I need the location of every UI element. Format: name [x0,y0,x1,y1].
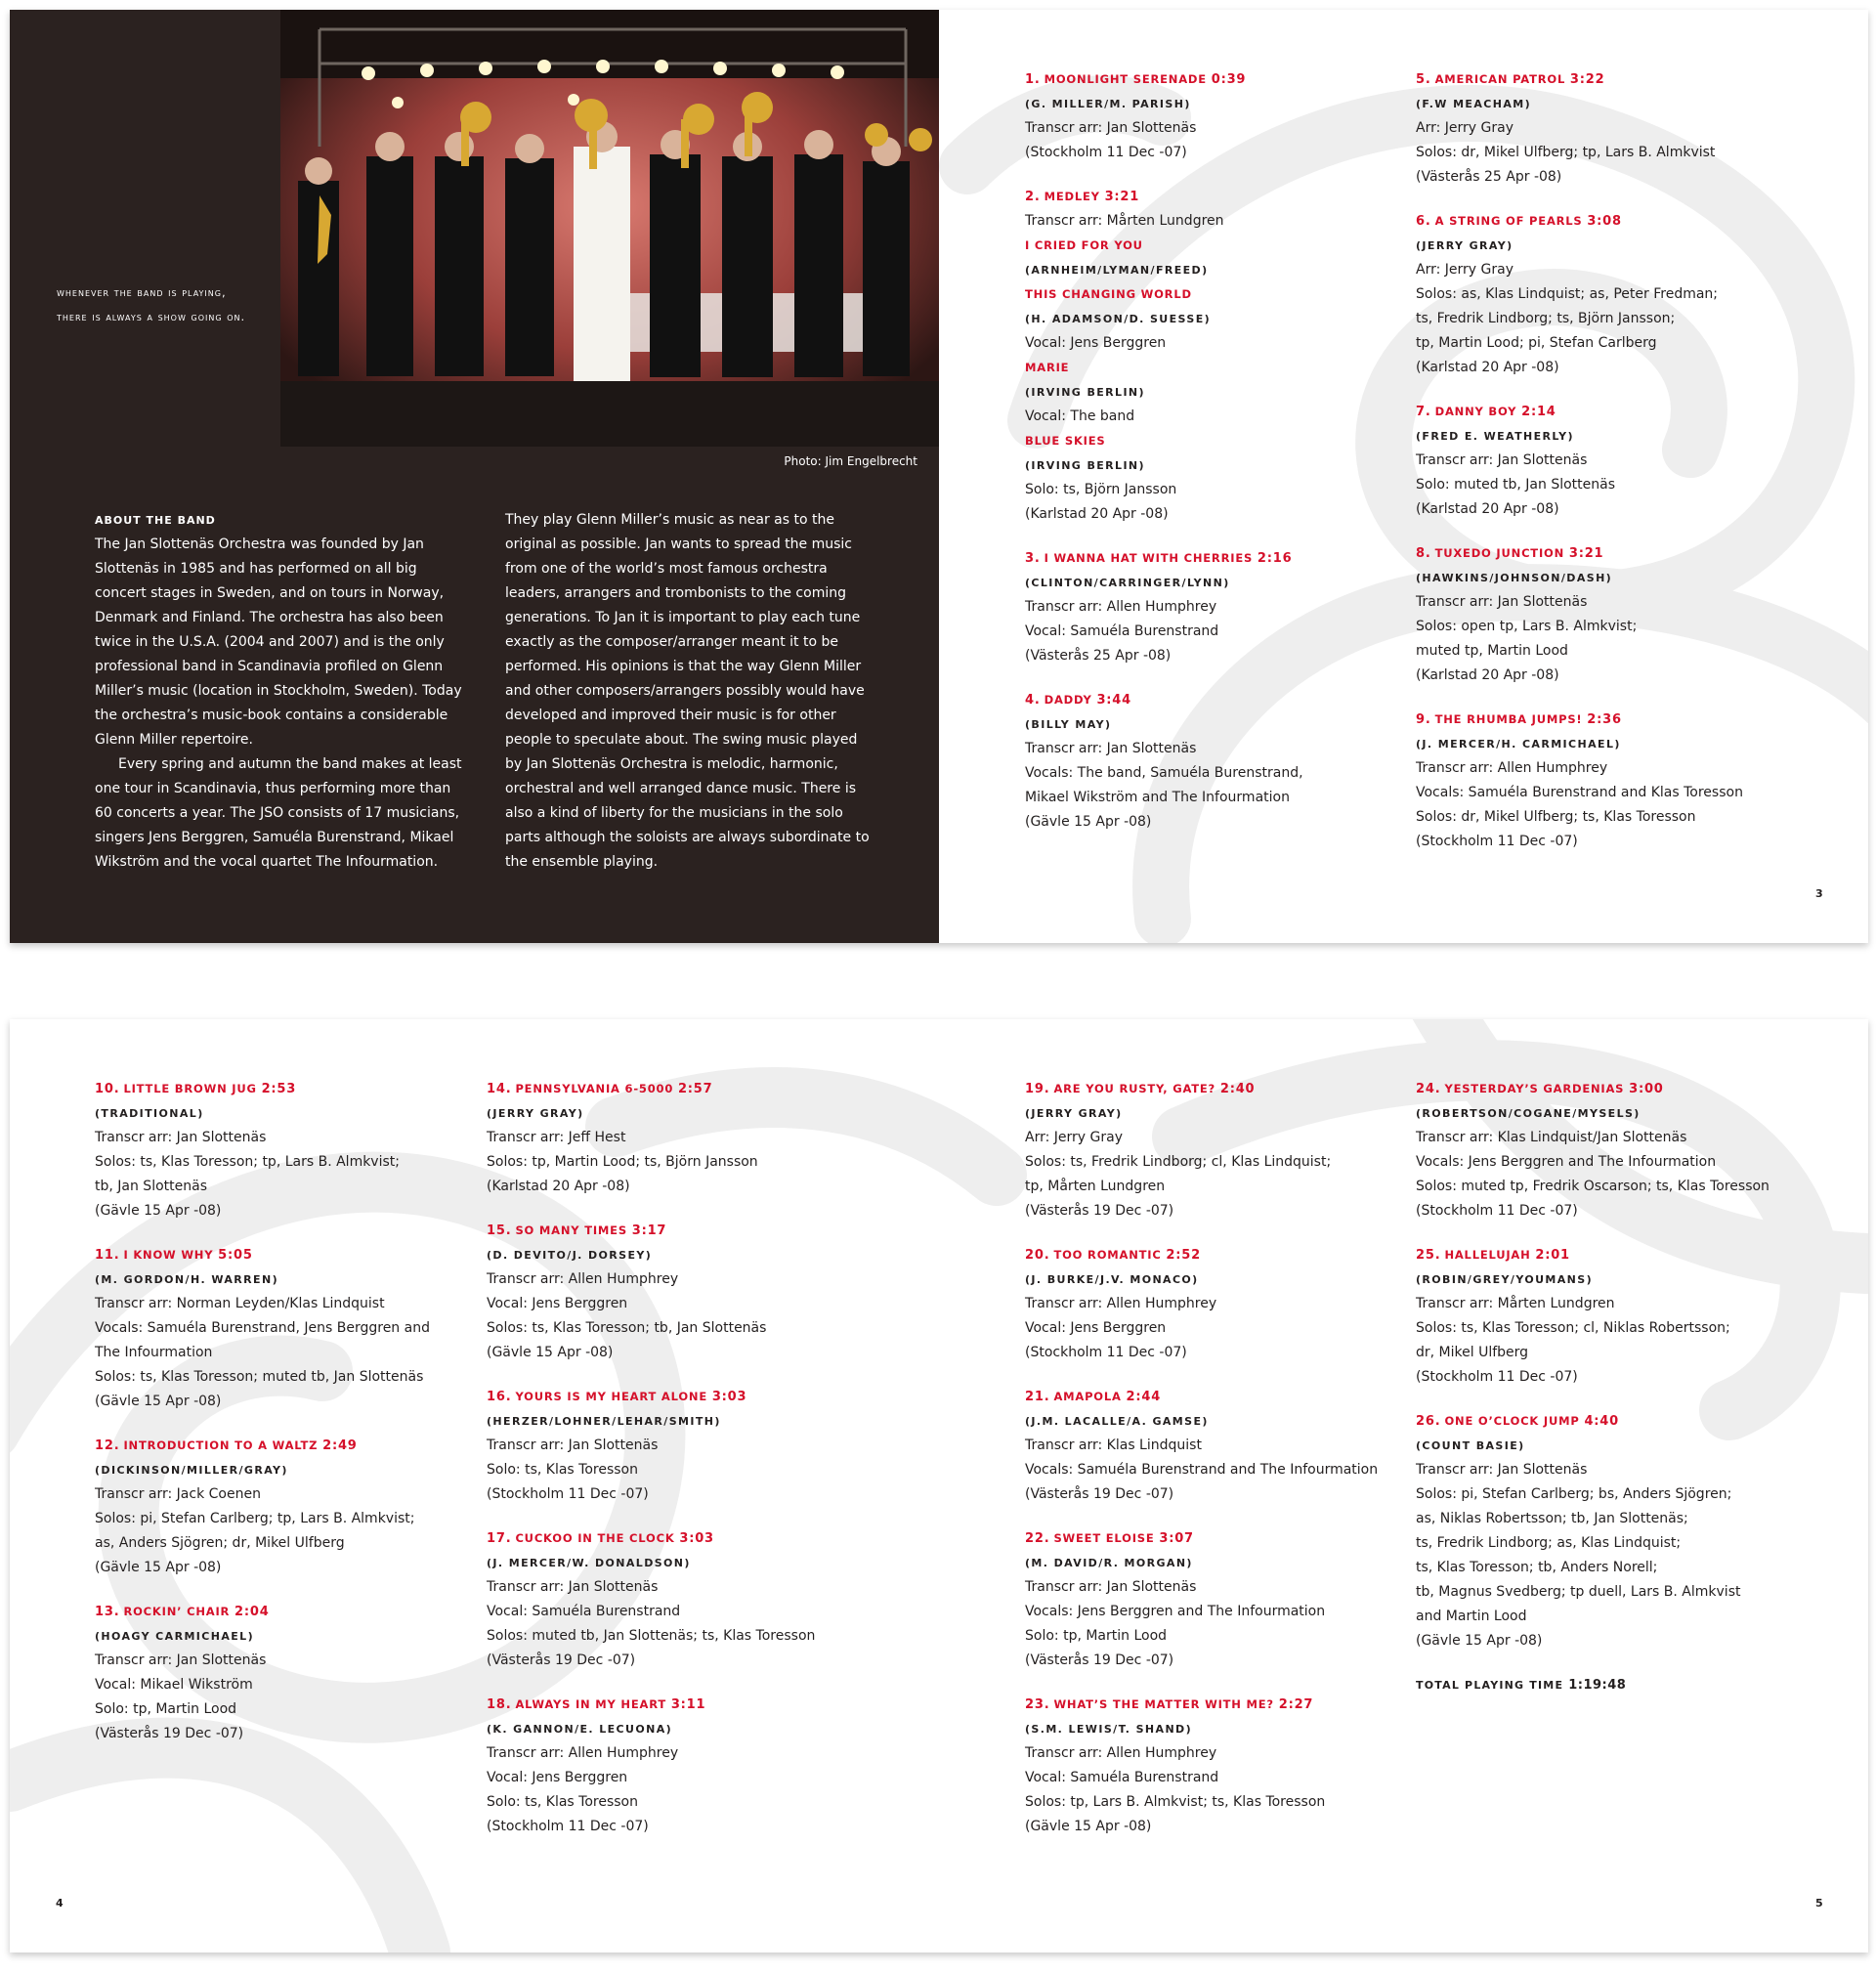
track-name: YESTERDAY’S GARDENIAS [1444,1082,1625,1095]
track-composer: (FRED E. WEATHERLY) [1416,430,1574,443]
page-number-3: 3 [1815,887,1823,900]
track-title [95,1243,456,1267]
medley-part-credit: Vocal: The band [1025,408,1135,424]
track-number: 5. [1416,72,1431,87]
track-entry [1025,1243,1386,1365]
track-title [487,1385,848,1409]
track-name: AMERICAN PATROL [1434,72,1566,86]
track-credit-line: Solo: ts, Klas Toresson [487,1462,638,1478]
track-credit-line: Transcr arr: Mårten Lundgren [1025,213,1224,229]
track-duration: 3:22 [1569,72,1605,87]
track-duration: 3:44 [1096,693,1131,708]
track-entry [487,1219,848,1365]
track-composer: (DICKINSON/MILLER/GRAY) [95,1464,288,1477]
track-credit-line: Solos: pi, Stefan Carlberg; bs, Anders Sjögren; [1416,1486,1732,1502]
track-name: TUXEDO JUNCTION [1434,546,1565,560]
page-number-4: 4 [56,1897,64,1910]
track-number: 20. [1025,1248,1050,1263]
track-credit-line: Solos: ts, Klas Toresson; muted tb, Jan Slottenäs [95,1369,424,1385]
track-composer: (J. MERCER/W. DONALDSON) [487,1557,691,1569]
track-credit-line: as, Anders Sjögren; dr, Mikel Ulfberg [95,1535,345,1551]
track-composer: (F.W MEACHAM) [1416,98,1532,110]
photo-caption: whenever the band is playing, there is always a show going on. [57,285,246,323]
total-playing-time [1416,1673,1777,1697]
medley-part-title: MARIE [1025,361,1070,374]
track-credit-line: Transcr arr: Allen Humphrey [487,1745,679,1761]
track-composer: (HAWKINS/JOHNSON/DASH) [1416,572,1613,584]
track-title [1025,185,1386,209]
track-entry [1025,1526,1386,1673]
about-panel [10,10,939,943]
track-credit-line: Solo: muted tb, Jan Slottenäs [1416,477,1616,493]
track-name: ROCKIN’ CHAIR [123,1605,231,1618]
track-composer: (J.M. LACALLE/A. GAMSE) [1025,1415,1209,1428]
track-credit-line: Transcr arr: Jack Coenen [95,1486,261,1502]
track-credit-line: tb, Jan Slottenäs [95,1179,207,1194]
track-credit-line: Transcr arr: Jeff Hest [487,1130,626,1145]
track-credit-line: Transcr arr: Jan Slottenäs [1416,452,1588,468]
track-name: LITTLE BROWN JUG [123,1082,257,1095]
track-duration: 2:49 [322,1438,358,1453]
track-entry [1025,1385,1386,1507]
track-duration: 2:01 [1535,1248,1570,1263]
track-duration: 2:53 [261,1082,297,1096]
track-credit-line: (Västerås 25 Apr -08) [1025,648,1172,664]
track-credit-line: Transcr arr: Jan Slottenäs [1025,1579,1197,1595]
track-composer: (JERRY GRAY) [1025,1107,1123,1120]
track-duration: 3:21 [1568,546,1604,561]
about-the-band-text [95,508,876,875]
track-number: 11. [95,1248,120,1263]
track-title [487,1219,848,1243]
track-title [95,1434,456,1458]
track-composer: (TRADITIONAL) [95,1107,204,1120]
track-credit-line: Vocal: Samuéla Burenstrand [1025,1770,1219,1785]
track-duration: 3:03 [679,1531,714,1546]
band-photo-image [280,10,939,447]
track-number: 21. [1025,1390,1050,1404]
track-credit-line: Solo: tp, Martin Lood [95,1701,237,1717]
tracklist-column-1 [1025,67,1386,854]
track-credit-line: and Martin Lood [1416,1609,1527,1624]
track-name: CUCKOO IN THE CLOCK [515,1531,675,1545]
track-title [487,1693,848,1717]
track-credit-line: (Karlstad 20 Apr -08) [1416,360,1559,375]
track-title [1416,708,1777,732]
medley-part-composer: (IRVING BERLIN) [1025,459,1145,472]
track-entry [95,1243,456,1414]
track-title [1416,541,1777,566]
track-duration: 2:36 [1587,712,1622,727]
track-credit-line: Solos: ts, Klas Toresson; tb, Jan Slottenäs [487,1320,767,1336]
track-credit-line: (Stockholm 11 Dec -07) [1025,145,1187,160]
track-title [1025,67,1386,92]
track-name: TOO ROMANTIC [1053,1248,1162,1262]
track-number: 14. [487,1082,512,1096]
track-title [95,1077,456,1101]
track-credit-line: Vocals: Jens Berggren and The Infourmation [1416,1154,1717,1170]
track-number: 19. [1025,1082,1050,1096]
track-credit-line: (Gävle 15 Apr -08) [95,1394,222,1409]
track-entry [1025,1077,1386,1223]
track-credit-line: (Stockholm 11 Dec -07) [487,1486,649,1502]
track-credit-line: Transcr arr: Klas Lindquist/Jan Slottenäs [1416,1130,1687,1145]
track-entry [1416,400,1777,522]
track-entry [1025,185,1386,527]
track-credit-line: (Stockholm 11 Dec -07) [1025,1345,1187,1360]
track-duration: 3:11 [670,1697,706,1712]
track-credit-line: Transcr arr: Jan Slottenäs [95,1652,267,1668]
track-credit-line: Transcr arr: Jan Slottenäs [487,1438,659,1453]
track-name: SWEET ELOISE [1053,1531,1155,1545]
track-credit-line: Solos: dr, Mikel Ulfberg; ts, Klas Toresson [1416,809,1696,825]
track-name: SO MANY TIMES [515,1223,627,1237]
track-credit-line: (Gävle 15 Apr -08) [95,1203,222,1219]
track-composer: (M. DAVID/R. MORGAN) [1025,1557,1193,1569]
track-entry [487,1385,848,1507]
track-composer: (M. GORDON/H. WARREN) [95,1273,278,1286]
track-name: HALLELUJAH [1444,1248,1531,1262]
track-credit-line: Transcr arr: Jan Slottenäs [95,1130,267,1145]
track-credit-line: (Karlstad 20 Apr -08) [487,1179,630,1194]
track-number: 24. [1416,1082,1441,1096]
track-number: 13. [95,1605,120,1619]
track-composer: (BILLY MAY) [1025,718,1112,731]
track-duration: 2:14 [1521,405,1556,419]
about-paragraph-2: Every spring and autumn the band makes at least one tour in Scandinavia, thus performing more than 60 concerts a year. The JSO consists of 17 musicians, singers Jens Berggren, Samuéla Burenstrand, Mikael Wikström and the vocal quartet The Infourmation. They play Glenn Miller’s music as near as to the original as possible. Jan wants to spread the music from one of the world’s most famous orchestra leaders, arrangers and trombonists to the coming generations. To Jan it is important to play each tune exactly as the composer/arranger meant it to be performed. His opinions is that the way Glenn Miller and other composers/arrangers possibly would have developed and improved their music is for other people to speculate about. The swing music played by Jan Slottenäs Orchestra is melodic, harmonic, orchestral and well arranged dance music. There is also a kind of liberty for the musicians in the solo parts although the soloists are always subordinate to the ensemble playing. [95,512,870,870]
track-name: I KNOW WHY [123,1248,214,1262]
track-credit-line: Vocals: The band, Samuéla Burenstrand, [1025,765,1303,781]
track-title [95,1600,456,1624]
band-photo [280,10,939,447]
track-credit-line: Transcr arr: Jan Slottenäs [1025,741,1197,756]
track-credit-line: Transcr arr: Jan Slottenäs [1416,594,1588,610]
track-composer: (CLINTON/CARRINGER/LYNN) [1025,577,1230,589]
track-name: THE RHUMBA JUMPS! [1434,712,1583,726]
track-credit-line: (Stockholm 11 Dec -07) [1416,1203,1578,1219]
track-title [1416,1243,1777,1267]
track-number: 8. [1416,546,1431,561]
track-composer: (HOAGY CARMICHAEL) [95,1630,255,1643]
track-credit-line: Solos: as, Klas Lindquist; as, Peter Fredman; [1416,286,1719,302]
track-duration: 2:44 [1126,1390,1162,1404]
track-entry [487,1693,848,1839]
track-composer: (J. MERCER/H. CARMICHAEL) [1416,738,1621,751]
track-number: 2. [1025,190,1041,204]
track-credit-line: Transcr arr: Allen Humphrey [1025,599,1217,615]
track-credit-line: Solos: open tp, Lars B. Almkvist; [1416,619,1638,634]
track-entry [95,1600,456,1746]
medley-part-credit: (Karlstad 20 Apr -08) [1025,506,1169,522]
track-credit-line: Vocal: Jens Berggren [487,1296,628,1311]
track-credit-line: Transcr arr: Norman Leyden/Klas Lindquist [95,1296,385,1311]
track-credit-line: Arr: Jerry Gray [1025,1130,1123,1145]
track-number: 23. [1025,1697,1050,1712]
track-credit-line: Transcr arr: Allen Humphrey [1416,760,1608,776]
track-credit-line: Solos: dr, Mikel Ulfberg; tp, Lars B. Almkvist [1416,145,1716,160]
track-credit-line: tb, Magnus Svedberg; tp duell, Lars B. Almkvist [1416,1584,1741,1600]
track-title [1416,1409,1777,1434]
spread-pages-2-3 [10,10,1868,943]
track-credit-line: as, Niklas Robertsson; tb, Jan Slottenäs; [1416,1511,1688,1526]
track-number: 17. [487,1531,512,1546]
medley-part-title: BLUE SKIES [1025,434,1106,448]
track-credit-line: Transcr arr: Jan Slottenäs [1025,120,1197,136]
track-credit-line: (Gävle 15 Apr -08) [1025,1819,1152,1834]
track-credit-line: Solos: ts, Klas Toresson; tp, Lars B. Almkvist; [95,1154,400,1170]
track-credit-line: (Stockholm 11 Dec -07) [1416,834,1578,849]
track-composer: (K. GANNON/E. LECUONA) [487,1723,673,1736]
medley-part-composer: (IRVING BERLIN) [1025,386,1145,399]
track-number: 18. [487,1697,512,1712]
track-credit-line: (Karlstad 20 Apr -08) [1416,667,1559,683]
track-title [1025,1526,1386,1551]
track-credit-line: Solos: muted tp, Fredrik Oscarson; ts, Klas Toresson [1416,1179,1769,1194]
track-duration: 2:27 [1278,1697,1314,1712]
track-credit-line: Vocal: Samuéla Burenstrand [487,1604,681,1619]
track-number: 12. [95,1438,120,1453]
track-name: MEDLEY [1044,190,1100,203]
medley-part-title: I CRIED FOR YOU [1025,238,1143,252]
track-composer: (ROBERTSON/COGANE/MYSELS) [1416,1107,1641,1120]
track-number: 10. [95,1082,120,1096]
track-number: 9. [1416,712,1431,727]
track-credit-line: Vocal: Samuéla Burenstrand [1025,623,1219,639]
track-credit-line: ts, Klas Toresson; tb, Anders Norell; [1416,1560,1658,1575]
track-credit-line: Transcr arr: Jan Slottenäs [1416,1462,1588,1478]
track-composer: (D. DEVITO/J. DORSEY) [487,1249,653,1262]
tracklist-column-6 [1416,1077,1777,1697]
track-duration: 2:57 [677,1082,713,1096]
track-credit-line: tp, Mårten Lundgren [1025,1179,1166,1194]
tracklist-column-2 [1416,67,1777,874]
track-title [487,1077,848,1101]
track-entry [1416,67,1777,190]
track-title [1416,1077,1777,1101]
track-credit-line: Vocals: Samuéla Burenstrand, Jens Berggren and [95,1320,430,1336]
track-name: YOURS IS MY HEART ALONE [515,1390,707,1403]
track-credit-line: (Västerås 19 Dec -07) [1025,1486,1174,1502]
track-entry [95,1434,456,1580]
track-entry [487,1077,848,1199]
track-credit-line: Solos: ts, Fredrik Lindborg; cl, Klas Lindquist; [1025,1154,1332,1170]
track-credit-line: Vocals: Samuéla Burenstrand and Klas Toresson [1416,785,1743,800]
total-value: 1:19:48 [1568,1678,1627,1693]
track-composer: (JERRY GRAY) [487,1107,584,1120]
track-title [1416,67,1777,92]
track-composer: (G. MILLER/M. PARISH) [1025,98,1191,110]
track-title [487,1526,848,1551]
track-name: MOONLIGHT SERENADE [1044,72,1207,86]
track-credit-line: Vocals: Jens Berggren and The Infourmation [1025,1604,1326,1619]
track-credit-line: The Infourmation [95,1345,213,1360]
track-credit-line: (Gävle 15 Apr -08) [487,1345,614,1360]
track-number: 16. [487,1390,512,1404]
about-paragraph-1: The Jan Slottenäs Orchestra was founded by Jan Slottenäs in 1985 and has performed on all big concert stages in Sweden, and on tours in Norway, Denmark and Finland. The orchestra has also been twice in the U.S.A. (2004 and 2007) and is the only professional band in Scandinavia profiled on Glenn Miller’s music (location in Stockholm, Sweden). Today the orchestra’s music-book contains a considerable Glenn Miller repertoire. [95,536,462,748]
tracklist-column-5 [1025,1077,1386,1859]
track-duration: 3:00 [1629,1082,1664,1096]
track-credit-line: Vocals: Samuéla Burenstrand and The Infourmation [1025,1462,1379,1478]
track-credit-line: ts, Fredrik Lindborg; as, Klas Lindquist; [1416,1535,1682,1551]
track-composer: (S.M. LEWIS/T. SHAND) [1025,1723,1193,1736]
tracklist-column-4 [487,1077,848,1859]
track-number: 1. [1025,72,1041,87]
track-number: 6. [1416,214,1431,229]
total-label: TOTAL PLAYING TIME [1416,1679,1564,1692]
track-entry [1025,688,1386,835]
medley-part-composer: (H. ADAMSON/D. SUESSE) [1025,313,1212,325]
track-entry [1416,1409,1777,1653]
photo-credit: Photo: Jim Engelbrecht [784,454,917,468]
track-credit-line: Solo: ts, Klas Toresson [487,1794,638,1810]
track-number: 15. [487,1223,512,1238]
track-title [1416,400,1777,424]
track-composer: (COUNT BASIE) [1416,1439,1525,1452]
track-entry [1416,1077,1777,1223]
track-duration: 3:03 [711,1390,747,1404]
track-name: PENNSYLVANIA 6-5000 [515,1082,674,1095]
track-credit-line: (Stockholm 11 Dec -07) [487,1819,649,1834]
track-duration: 2:52 [1166,1248,1201,1263]
track-credit-line: Vocal: Jens Berggren [1025,1320,1167,1336]
track-number: 25. [1416,1248,1441,1263]
track-credit-line: muted tp, Martin Lood [1416,643,1568,659]
track-credit-line: Transcr arr: Allen Humphrey [1025,1296,1217,1311]
track-name: WHAT’S THE MATTER WITH ME? [1053,1697,1274,1711]
track-duration: 2:04 [234,1605,270,1619]
track-credit-line: Arr: Jerry Gray [1416,120,1514,136]
track-number: 4. [1025,693,1041,708]
track-title [1416,209,1777,234]
track-credit-line: (Stockholm 11 Dec -07) [1416,1369,1578,1385]
track-credit-line: tp, Martin Lood; pi, Stefan Carlberg [1416,335,1657,351]
track-duration: 3:17 [631,1223,667,1238]
track-number: 7. [1416,405,1431,419]
track-credit-line: Vocal: Jens Berggren [487,1770,628,1785]
track-entry [1416,708,1777,854]
track-credit-line: Solos: tp, Martin Lood; ts, Björn Jansson [487,1154,758,1170]
track-credit-line: (Västerås 25 Apr -08) [1416,169,1562,185]
medley-part-composer: (ARNHEIM/LYMAN/FREED) [1025,264,1209,277]
track-name: AMAPOLA [1053,1390,1122,1403]
tracklist-column-3 [95,1077,456,1766]
track-title [1025,1077,1386,1101]
track-credit-line: Transcr arr: Jan Slottenäs [487,1579,659,1595]
page-number-5: 5 [1815,1897,1823,1910]
track-duration: 2:16 [1257,551,1293,566]
track-name: DADDY [1044,693,1092,707]
track-credit-line: Solo: tp, Martin Lood [1025,1628,1168,1644]
track-entry [95,1077,456,1223]
track-title [1025,1385,1386,1409]
track-credit-line: Solos: pi, Stefan Carlberg; tp, Lars B. Almkvist; [95,1511,415,1526]
track-entry [1025,546,1386,668]
track-duration: 2:40 [1219,1082,1256,1096]
track-title [1025,1243,1386,1267]
track-title [1025,1693,1386,1717]
medley-part-title: THIS CHANGING WORLD [1025,287,1192,301]
track-credit-line: ts, Fredrik Lindborg; ts, Björn Jansson; [1416,311,1676,326]
track-credit-line: Transcr arr: Mårten Lundgren [1416,1296,1615,1311]
track-credit-line: Transcr arr: Klas Lindquist [1025,1438,1202,1453]
track-credit-line: Solos: muted tb, Jan Slottenäs; ts, Klas Toresson [487,1628,816,1644]
track-name: I WANNA HAT WITH CHERRIES [1044,551,1254,565]
track-entry [1025,1693,1386,1839]
track-title [1025,546,1386,571]
track-credit-line: Mikael Wikström and The Infourmation [1025,790,1290,805]
track-credit-line: dr, Mikel Ulfberg [1416,1345,1529,1360]
track-duration: 0:39 [1211,72,1247,87]
track-duration: 3:21 [1104,190,1140,204]
track-number: 22. [1025,1531,1050,1546]
track-credit-line: Transcr arr: Allen Humphrey [1025,1745,1217,1761]
track-name: ALWAYS IN MY HEART [515,1697,666,1711]
track-credit-line: Vocal: Mikael Wikström [95,1677,253,1693]
track-duration: 3:07 [1159,1531,1194,1546]
track-entry [1416,1243,1777,1390]
track-composer: (HERZER/LOHNER/LEHAR/SMITH) [487,1415,721,1428]
track-composer: (ROBIN/GREY/YOUMANS) [1416,1273,1594,1286]
track-name: ONE O’CLOCK JUMP [1444,1414,1580,1428]
track-credit-line: (Västerås 19 Dec -07) [95,1726,244,1741]
track-credit-line: (Västerås 19 Dec -07) [1025,1652,1174,1668]
track-credit-line: Solos: tp, Lars B. Almkvist; ts, Klas Toresson [1025,1794,1326,1810]
track-credit-line: (Gävle 15 Apr -08) [1416,1633,1543,1649]
track-number: 26. [1416,1414,1441,1429]
track-duration: 4:40 [1584,1414,1619,1429]
medley-part-credit: Vocal: Jens Berggren [1025,335,1167,351]
track-name: A STRING OF PEARLS [1434,214,1583,228]
medley-part-credit: Solo: ts, Björn Jansson [1025,482,1177,497]
track-entry [487,1526,848,1673]
track-number: 3. [1025,551,1041,566]
track-duration: 3:08 [1587,214,1622,229]
track-duration: 5:05 [218,1248,253,1263]
track-name: ARE YOU RUSTY, GATE? [1053,1082,1216,1095]
track-credit-line: Solos: ts, Klas Toresson; cl, Niklas Robertsson; [1416,1320,1730,1336]
track-name: INTRODUCTION TO A WALTZ [123,1438,319,1452]
track-credit-line: (Västerås 19 Dec -07) [487,1652,636,1668]
track-name: DANNY BOY [1434,405,1517,418]
about-heading: ABOUT THE BAND [95,514,216,527]
track-entry [1025,67,1386,165]
track-composer: (J. BURKE/J.V. MONACO) [1025,1273,1199,1286]
track-credit-line: (Västerås 19 Dec -07) [1025,1203,1174,1219]
track-credit-line: Transcr arr: Allen Humphrey [487,1271,679,1287]
track-credit-line: (Gävle 15 Apr -08) [95,1560,222,1575]
track-credit-line: (Karlstad 20 Apr -08) [1416,501,1559,517]
track-title [1025,688,1386,712]
track-entry [1416,209,1777,380]
track-credit-line: Arr: Jerry Gray [1416,262,1514,278]
spread-pages-4-5 [10,1019,1868,1953]
track-credit-line: (Gävle 15 Apr -08) [1025,814,1152,830]
track-composer: (JERRY GRAY) [1416,239,1514,252]
track-entry [1416,541,1777,688]
